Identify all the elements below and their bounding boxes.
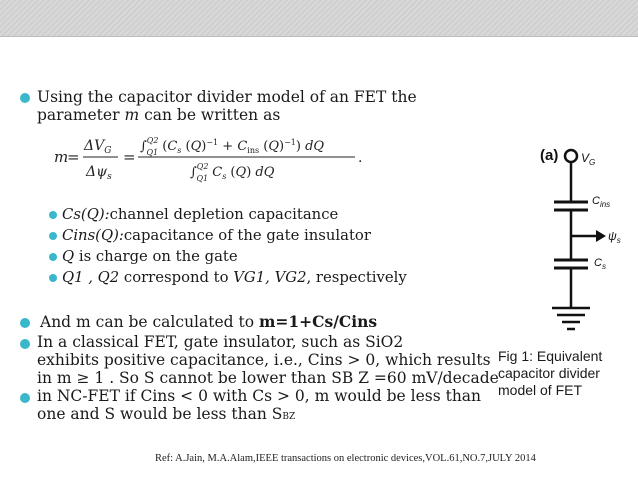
svg-text:Cins <box>592 195 610 209</box>
svg-text:Cs <box>594 257 606 271</box>
svg-text:ψs <box>608 229 621 245</box>
bullet-1-line2 <box>37 106 280 125</box>
cs-sub: s <box>601 262 606 271</box>
text-part: Cins(Q): <box>62 227 124 244</box>
sub-bullet-2 <box>62 226 371 245</box>
bullet-icon <box>20 339 30 349</box>
text-part: is charge on the gate <box>74 248 238 265</box>
caption-line: model of FET <box>498 382 583 398</box>
svg-text:VG <box>581 151 595 167</box>
bullet-icon <box>20 393 30 403</box>
svg-text:=: = <box>123 148 136 166</box>
caption-line: capacitor divider <box>498 365 600 381</box>
text-part: VG1, VG2 <box>233 269 307 286</box>
text-part: Cs(Q): <box>62 206 110 223</box>
text-part: Q <box>62 248 75 265</box>
psi-label: ψ <box>608 229 617 243</box>
text-part: Q1 , Q2 <box>62 269 120 286</box>
caption-line: Fig 1: Equivalent <box>498 348 603 364</box>
text-part: m=1+Cs/Cins <box>258 312 378 331</box>
svg-text:∫Q2Q1 (Cs (Q)−1 + Cins (Q)−1): ∫$^{Q2}$ Q1 ($C_s$ $(Q)^{-1} + C_{ins}$ $(Q)^{-1}$) dQ <box>140 136 325 157</box>
svg-text:=: = <box>67 148 80 166</box>
text-part: can be written as <box>139 106 281 124</box>
text-part: And m can be calculated to <box>40 313 259 331</box>
sub-bullet-icon <box>49 211 57 219</box>
svg-text:.: . <box>358 150 363 166</box>
sub-bullet-1 <box>62 205 338 224</box>
text-part: m <box>124 106 140 124</box>
svg-text:∫Q2Q1 Cs (Q) dQ: ∫$^{Q2}$ Q1 $C_s$ (Q) dQ <box>190 162 275 183</box>
svg-text:Δψs: $\Delta\psi_s$ <box>86 164 112 182</box>
capacitor-divider-figure <box>536 140 631 340</box>
bullet-5-line2 <box>37 405 295 427</box>
bullet-icon <box>20 318 30 328</box>
figure-label: (a) <box>540 147 559 164</box>
bullet-5-line1: in NC-FET if Cins < 0 with Cs > 0, m would be less than <box>37 387 482 405</box>
bullet-icon <box>20 93 30 103</box>
cins-label: C <box>592 195 600 207</box>
cins-sub: ins <box>599 200 611 209</box>
text-part: parameter <box>37 106 125 124</box>
text-part: BZ <box>282 412 296 422</box>
bullet-1-line1: Using the capacitor divider model of an FET the <box>37 88 417 106</box>
sub-bullet-icon <box>49 274 57 282</box>
text-part: capacitance of the gate insulator <box>123 227 371 244</box>
sub-bullet-3 <box>62 247 238 266</box>
bullet-4-line3: in m ≥ 1 . So S cannot be lower than SB Z =60 mV/decade <box>37 369 499 387</box>
vg-sub: G <box>589 158 596 167</box>
text-part: , respectively <box>306 269 407 286</box>
sub-bullet-icon <box>49 253 57 261</box>
svg-text:m: m <box>54 148 69 166</box>
text-part: one and S would be less than S <box>37 405 283 423</box>
decorative-header-bar <box>0 0 638 37</box>
psi-sub: s <box>616 236 621 245</box>
reference-text: Ref: A.Jain, M.A.Alam,IEEE transactions on electronic devices,VOL.61,NO.7,JULY 2014 <box>155 453 536 464</box>
bullet-4-line1: In a classical FET, gate insulator, such as SiO2 <box>37 333 404 351</box>
cs-label: C <box>594 257 602 269</box>
vg-label: V <box>581 151 590 165</box>
text-part: channel depletion capacitance <box>109 206 339 223</box>
bullet-3-text <box>40 312 377 332</box>
sub-bullet-icon <box>49 232 57 240</box>
svg-text:ΔVG: $\Delta V_G$ <box>84 138 112 156</box>
sub-bullet-4 <box>62 268 407 287</box>
figure-caption <box>498 348 628 399</box>
bullet-4-line2: exhibits positive capacitance, i.e., Cins > 0, which results <box>37 351 491 369</box>
text-part: correspond to <box>119 269 234 286</box>
m-formula <box>50 128 370 186</box>
